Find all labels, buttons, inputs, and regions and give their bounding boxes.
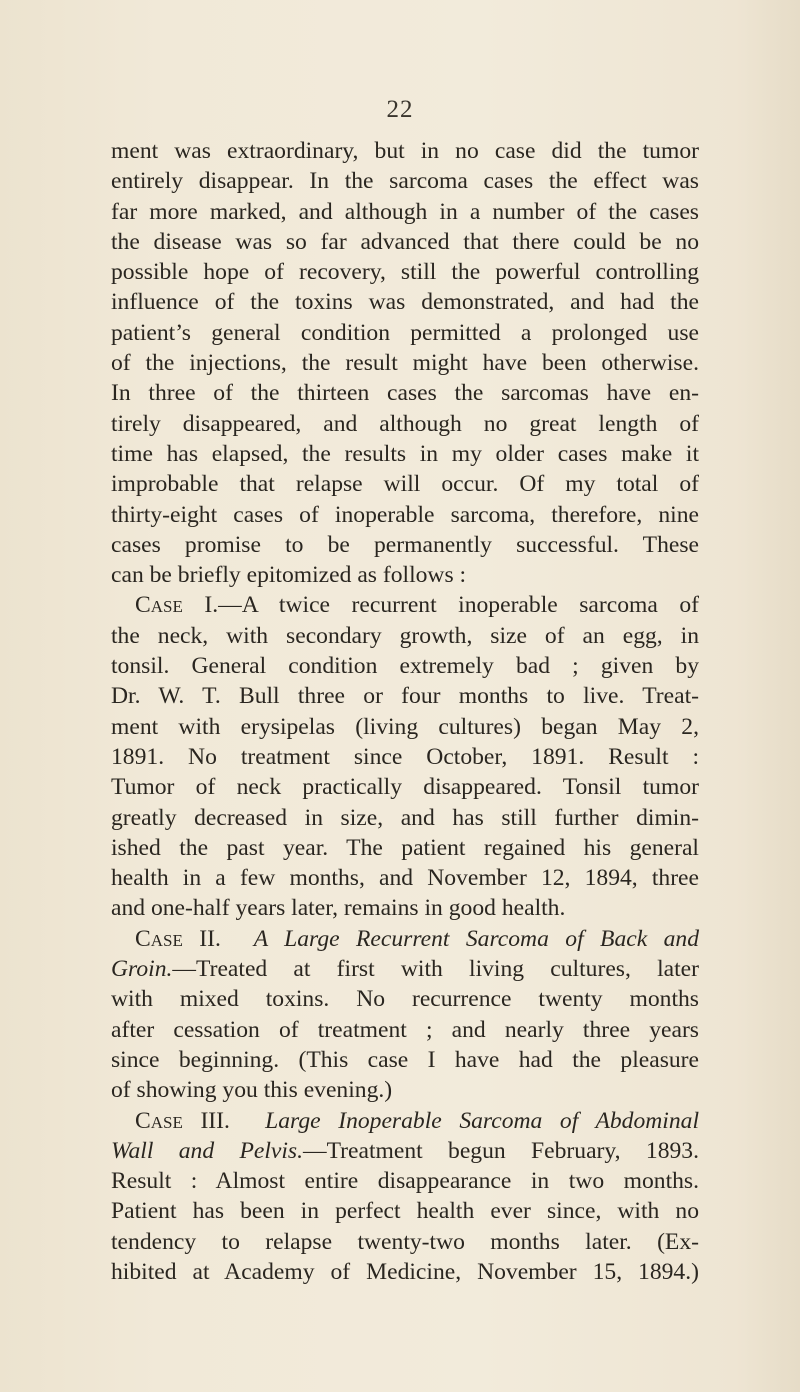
text-line: Result : Almost entire disappearance in two months. (111, 1168, 699, 1195)
text-line: the disease was so far advanced that there could be no (111, 228, 699, 255)
text-line: time has elapsed, the results in my older cases make it (111, 440, 699, 467)
text-line: with mixed toxins. No recurrence twenty months (111, 986, 699, 1013)
body-text (111, 136, 699, 1287)
case-title: Large Inoperable Sarcoma of Abdominal (265, 1107, 699, 1134)
text-line: can be briefly epitomized as follows : (111, 562, 467, 589)
case-label: Case I. (135, 592, 219, 619)
text-line: Wall and Pelvis.—Treatment begun February, 1893. (111, 1137, 699, 1164)
text-line: tirely disappeared, and although no great length of (111, 410, 699, 437)
text-line: improbable that relapse will occur. Of my total of (111, 471, 699, 498)
text-line: the neck, with secondary growth, size of an egg, in (111, 622, 699, 649)
case-heading-line: Case I.—A twice recurrent inoperable sarcoma of (135, 592, 699, 619)
text-line: Patient has been in perfect health ever since, with no (111, 1198, 699, 1225)
text-line: since beginning. (This case I have had the pleasure (111, 1046, 699, 1073)
text-line: Dr. W. T. Bull three or four months to live. Treat- (111, 683, 699, 710)
text-line: patient’s general condition permitted a prolonged use (111, 319, 699, 346)
text-line: possible hope of recovery, still the powerful controlling (111, 259, 699, 286)
text-line: 1891. No treatment since October, 1891. Result : (111, 743, 699, 770)
text-line: after cessation of treatment ; and nearly three years (111, 1016, 699, 1043)
case-heading-line (111, 1106, 699, 1136)
text-line: Tumor of neck practically disappeared. Tonsil tumor (111, 774, 699, 801)
text-line: ment was extraordinary, but in no case did the tumor (111, 138, 699, 164)
text-line: and one-half years later, remains in good health. (111, 895, 566, 922)
text-line: thirty-eight cases of inoperable sarcoma, therefore, nine (111, 501, 699, 528)
text-line: ment with erysipelas (living cultures) began May 2, (111, 713, 699, 740)
text-line: of the injections, the result might have been otherwise. (111, 350, 699, 377)
text-line: greatly decreased in size, and has still further dimin- (111, 804, 699, 831)
text-line: hibited at Academy of Medicine, November 15, 1894.) (111, 1258, 699, 1285)
text-line: tonsil. General condition extremely bad ; given by (111, 653, 699, 680)
text-line: of showing you this evening.) (111, 1077, 393, 1104)
page-number: 22 (386, 96, 414, 123)
text-line: entirely disappear. In the sarcoma cases the effect was (111, 168, 699, 195)
case-heading-line (111, 924, 699, 954)
text-line: tendency to relapse twenty-two months later. (Ex- (111, 1228, 699, 1255)
case-title: Groin. (111, 956, 173, 983)
case-label: Case II. (135, 925, 221, 952)
case-label: Case III. (135, 1107, 230, 1134)
text-line: far more marked, and although in a number of the cases (111, 198, 699, 225)
text-line: ished the past year. The patient regained his general (111, 834, 699, 861)
text-line: cases promise to be permanently successful. These (111, 531, 699, 558)
text-line: health in a few months, and November 12, 1894, three (111, 865, 699, 892)
case-title: Wall and Pelvis. (111, 1137, 303, 1164)
text-line: Groin.—Treated at first with living cultures, later (111, 956, 699, 983)
text-line: In three of the thirteen cases the sarcomas have en- (111, 380, 699, 407)
text-line: influence of the toxins was demonstrated, and had the (111, 289, 699, 316)
case-title: A Large Recurrent Sarcoma of Back and (253, 925, 699, 952)
